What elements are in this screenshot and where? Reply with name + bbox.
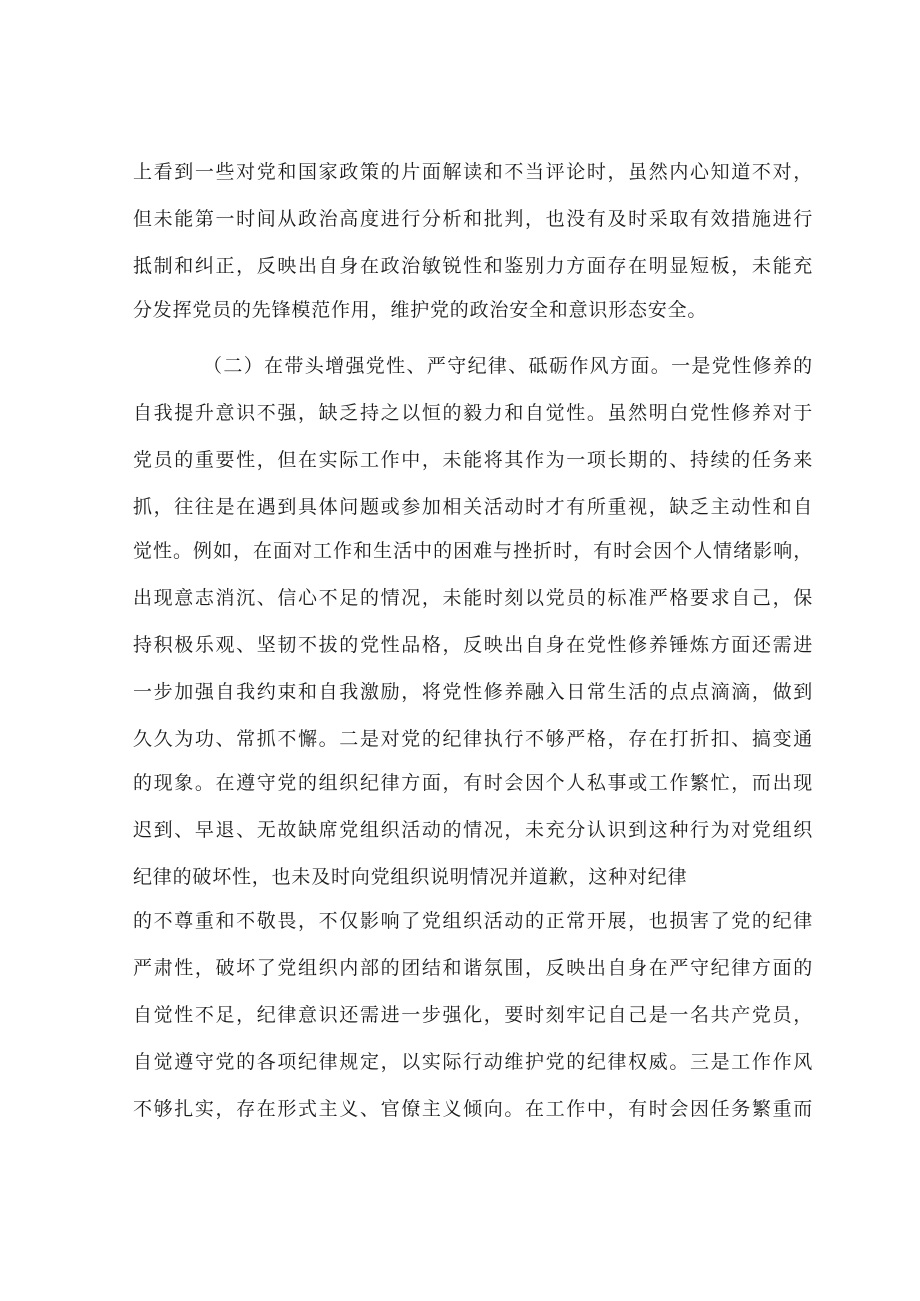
text-line-18: 严肃性，破坏了党组织内部的团结和谐氛围，反映出自身在严守纪律方面的 (133, 957, 813, 979)
text-line-15: 迟到、早退、无故缺席党组织活动的情况，未充分认识到这种行为对党组织 (133, 819, 813, 841)
text-line-17: 的不尊重和不敬畏，不仅影响了党组织活动的正常开展，也损害了党的纪律 (133, 910, 813, 932)
text-line-3: 抵制和纠正，反映出自身在政治敏锐性和鉴别力方面存在明显短板，未能充 (133, 255, 813, 277)
text-line-10: 出现意志消沉、信心不足的情况，未能时刻以党员的标准严格要求自己，保 (133, 587, 813, 609)
text-line-14: 的现象。在遵守党的组织纪律方面，有时会因个人私事或工作繁忙，而出现 (133, 772, 813, 794)
text-line-21: 不够扎实，存在形式主义、官僚主义倾向。在工作中，有时会因任务繁重而 (133, 1098, 813, 1120)
text-line-8: 抓，往往是在遇到具体问题或参加相关活动时才有所重视，缺乏主动性和自 (133, 496, 813, 518)
text-line-7: 党员的重要性，但在实际工作中，未能将其作为一项长期的、持续的任务来 (133, 449, 813, 471)
text-line-2: 但未能第一时间从政治高度进行分析和批判，也没有及时采取有效措施进行 (133, 208, 813, 230)
text-line-1: 上看到一些对党和国家政策的片面解读和不当评论时，虽然内心知道不对， (133, 161, 813, 183)
text-line-5: （二）在带头增强党性、严守纪律、砥砺作风方面。一是党性修养的 (203, 355, 813, 377)
text-line-19: 自觉性不足，纪律意识还需进一步强化，要时刻牢记自己是一名共产党员， (133, 1004, 813, 1026)
text-line-4: 分发挥党员的先锋模范作用，维护党的政治安全和意识形态安全。 (133, 299, 708, 321)
text-line-13: 久久为功、常抓不懈。二是对党的纪律执行不够严格，存在打折扣、搞变通 (133, 728, 813, 750)
text-line-11: 持积极乐观、坚韧不拔的党性品格，反映出自身在党性修养锤炼方面还需进 (133, 634, 813, 656)
text-line-12: 一步加强自我约束和自我激励，将党性修养融入日常生活的点点滴滴，做到 (133, 681, 813, 703)
text-line-9: 觉性。例如，在面对工作和生活中的困难与挫折时，有时会因个人情绪影响， (133, 540, 813, 562)
text-line-6: 自我提升意识不强，缺乏持之以恒的毅力和自觉性。虽然明白党性修养对于 (133, 402, 813, 424)
text-line-20: 自觉遵守党的各项纪律规定，以实际行动维护党的纪律权威。三是工作作风 (133, 1051, 813, 1073)
text-line-16: 纪律的破坏性，也未及时向党组织说明情况并道歉，这种对纪律 (133, 866, 688, 888)
